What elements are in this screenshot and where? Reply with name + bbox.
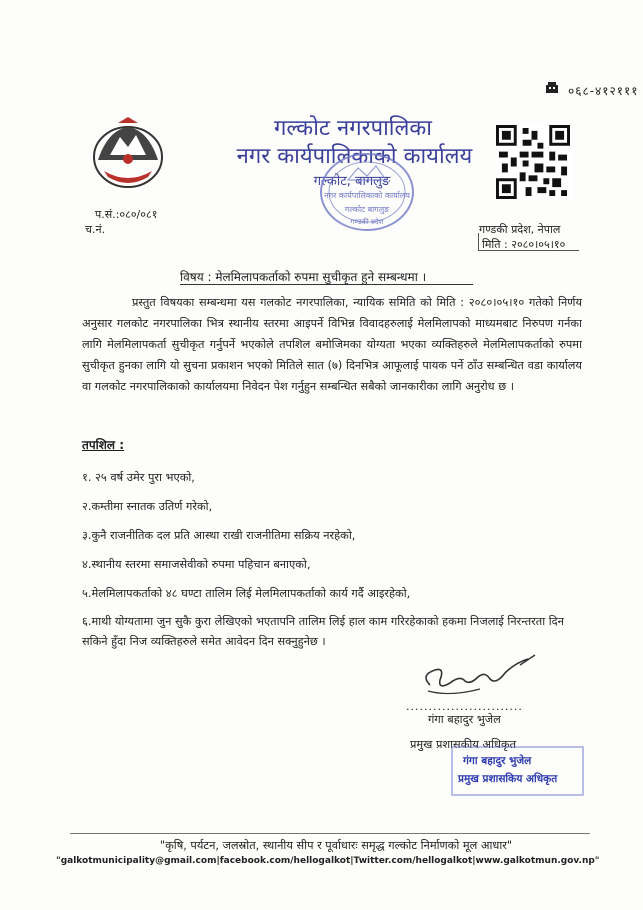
list-item: २.कम्तीमा स्नातक उतिर्ण गरेको, xyxy=(82,500,213,513)
province-label: गण्डकी प्रदेश, नेपाल xyxy=(479,223,561,236)
letter-body: प्रस्तुत विषयका सम्बन्धमा यस गलकोट नगरपालिका, न्यायिक समिति को मिति : २०८०।०५।१० गतेको निर्णय अनुसार गलकोट नगरपालिका भित्र स्थानीय स्तरमा आइपर्ने विभिन्न विवादहरुलाई मेलमिलापको माध्यमबाट निरुपण गर्नका लागि मेलमिलापकर्ता सुचीकृत गर्नुपर्ने भएकोले तपशिल बमोजिमका योग्यता भएका व्यक्तिहरुले मेलमिलापकर्ताको रुपमा सुचीकृत हुनका लागि यो सुचना प्रकाशन भएको मितिले सात (७) दिनभित्र आफूलाई पायक पर्ने ठाँउ सम्बन्धित वडा कार्यालय वा गलकोट नगरपालिकाको कार्यालयमा निवेदन पेश गर्नुहुन सम्बन्धित सबैको जानकारीका लागि अनुरोध छ । xyxy=(82,296,582,393)
footer-divider xyxy=(70,833,590,834)
office-seal-stamp xyxy=(318,150,416,234)
list-item: ४.स्थानीय स्तरमा समाजसेवीको रुपमा पहिचान बनाएको, xyxy=(82,558,311,571)
footer-motto: "कृषि, पर्यटन, जलस्रोत, स्थानीय सीप र पूर्वाधारः समृद्ध गल्कोट निर्माणको मूल आधार" xyxy=(159,839,513,852)
official-name-stamp xyxy=(450,745,585,797)
subject-underline xyxy=(180,284,473,285)
signatory-name: गंगा बहादुर भुजेल xyxy=(428,713,501,726)
list-item: ५.मेलमिलापकर्ताको ४८ घण्टा तालिम लिई मेलमिलापकर्ताको कार्य गर्दै आइरहेको, xyxy=(82,587,411,600)
stamp-signatory-title: प्रमुख प्रशासकिय अधिकृत xyxy=(458,773,558,785)
list-item: १. २५ वर्ष उमेर पुरा भएको, xyxy=(82,471,195,484)
office-location: गल्कोट, बागलुङ xyxy=(313,174,391,189)
stamp-text-bottom: गल्कोट बागलुङ xyxy=(344,205,390,214)
footer-contact-links: "galkotmunicipality@gmail.com|facebook.com/hellogalkot|Twitter.com/hellogalkot|www.galkotmun.gov.np" xyxy=(56,856,600,866)
dispatch-number: च.नं. xyxy=(85,223,106,236)
letter-subject: विषय : मेलमिलापकर्ताको रुपमा सुचीकृत हुने सम्बन्धमा । xyxy=(180,270,427,284)
signature-line: .......................... xyxy=(406,700,523,713)
office-name-line2: नगर कार्यपालिकाको कार्यालय xyxy=(236,144,473,169)
tapashil-heading: तपशिल : xyxy=(82,438,125,452)
handwritten-signature xyxy=(410,645,540,705)
qr-code-icon[interactable] xyxy=(496,125,570,199)
nepal-emblem-icon xyxy=(88,115,168,195)
list-item: ६.माथी योग्यतामा जुन सुकै कुरा लेखिएको भएतापनि तालिम लिई हाल काम गरिरहेकाको हकमा निजलाई निरन्तरता दिन सकिने हुँदा निज व्यक्तिहरुले समेत आवेदन दिन सक्नुहुनेछ । xyxy=(82,615,564,648)
signatory-title: प्रमुख प्रशासकीय अधिकृत xyxy=(410,738,517,751)
stamp-text-footer: गण्डकी प्रदेश xyxy=(350,218,384,226)
list-item: ३.कुनै राजनीतिक दल प्रति आस्था राखी राजनीतिमा सक्रिय नरहेको, xyxy=(82,529,356,542)
stamp-signatory-name: गंगा बहादुर भुजेल xyxy=(463,755,532,767)
office-name-line1: गल्कोट नगरपालिका xyxy=(274,116,432,141)
telephone-icon xyxy=(545,82,559,94)
reference-number: प.सं.:०८०/०८१ xyxy=(95,208,158,221)
letter-date: मिति : २०८०।०५।१० xyxy=(482,238,566,251)
stamp-text-top: नगर कार्यपालिकाको कार्यालय xyxy=(324,191,410,200)
phone-number: ०६८-४१२१११ xyxy=(568,84,639,98)
